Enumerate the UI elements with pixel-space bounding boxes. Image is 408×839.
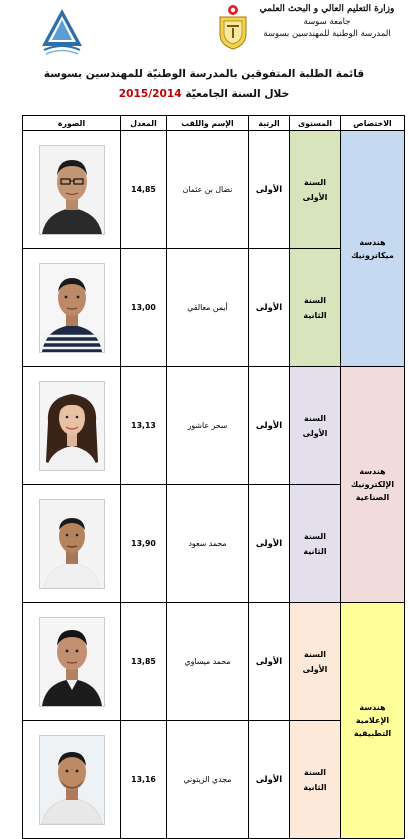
school-name: المدرسة الوطنية للمهندسين بسوسة xyxy=(263,29,391,39)
specialty-label-line2: الإلكترونيك xyxy=(350,480,395,489)
photo-cell xyxy=(23,485,121,603)
table-header-row xyxy=(23,116,405,131)
col-header-specialty: الاختصاص xyxy=(341,116,405,131)
student-photo xyxy=(39,617,105,707)
table-row xyxy=(23,603,405,721)
specialty-label-line3: التطبيقية xyxy=(353,729,392,738)
gpa-cell: 13,13 xyxy=(121,367,167,485)
student-portrait-icon xyxy=(40,500,104,588)
photo-cell xyxy=(23,367,121,485)
name-cell: محمد سعود xyxy=(167,485,249,603)
student-photo xyxy=(39,735,105,825)
level-cell-first-year xyxy=(290,131,341,249)
document-header xyxy=(0,0,408,112)
name-cell: أيمن معالقي xyxy=(167,249,249,367)
specialty-label-line1: هندسة xyxy=(359,237,386,247)
student-photo xyxy=(39,499,105,589)
student-portrait-icon xyxy=(40,736,104,824)
name-cell: سحر عاشور xyxy=(167,367,249,485)
level-label-line2: الأولى xyxy=(302,192,328,202)
level-cell-second-year: السنة الثانية xyxy=(290,249,341,367)
col-header-gpa: المعدل xyxy=(121,116,167,131)
photo-cell xyxy=(23,721,121,839)
specialty-cell-industrial-electronics xyxy=(341,367,405,603)
student-portrait-icon xyxy=(40,264,104,352)
specialty-label-line2: الإعلامية xyxy=(355,716,390,725)
level-cell-first-year xyxy=(290,603,341,721)
gpa-cell: 14,85 xyxy=(121,131,167,249)
level-label-line2: الأولى xyxy=(302,664,328,674)
header-institution-lines xyxy=(252,3,402,41)
level-cell-second-year: السنة الثانية xyxy=(290,721,341,839)
level-cell-second-year: السنة الثانية xyxy=(290,485,341,603)
gpa-cell: 13,00 xyxy=(121,249,167,367)
level-label-line1: السنة xyxy=(303,649,326,659)
name-cell: نضال بن عثمان xyxy=(167,131,249,249)
university-name: جامعة سوسة xyxy=(303,16,351,27)
rank-cell: الأولى xyxy=(249,721,290,839)
rank-cell: الأولى xyxy=(249,367,290,485)
student-photo xyxy=(39,381,105,471)
gpa-cell: 13,16 xyxy=(121,721,167,839)
level-label-line1: السنة xyxy=(303,177,326,187)
subtitle-prefix: خلال السنة الجامعيّة xyxy=(185,88,290,100)
photo-cell xyxy=(23,249,121,367)
school-logo-icon xyxy=(38,6,86,58)
document-subtitle xyxy=(0,88,408,100)
university-seal-icon xyxy=(216,4,250,50)
rank-cell: الأولى xyxy=(249,485,290,603)
col-header-level: المستوى xyxy=(290,116,341,131)
photo-cell xyxy=(23,603,121,721)
table-row xyxy=(23,367,405,485)
specialty-label-line3: الصناعية xyxy=(355,493,390,502)
student-photo xyxy=(39,145,105,235)
specialty-cell-mechatronics xyxy=(341,131,405,367)
name-cell: مجدي الزيتوني xyxy=(167,721,249,839)
student-portrait-icon xyxy=(40,146,104,234)
document-title: قائمة الطلبة المتفوقين بالمدرسة الوطنيّة للمهندسين بسوسة xyxy=(43,68,365,80)
photo-cell xyxy=(23,131,121,249)
col-header-photo: الصورة xyxy=(23,116,121,131)
gpa-cell: 13,90 xyxy=(121,485,167,603)
rank-cell: الأولى xyxy=(249,131,290,249)
level-label-line1: السنة xyxy=(303,413,326,423)
specialty-label-line1: هندسة xyxy=(359,703,386,712)
specialty-label-line2: ميكاترونيك xyxy=(351,250,394,260)
student-portrait-icon xyxy=(40,618,104,706)
gpa-cell: 13,85 xyxy=(121,603,167,721)
specialty-label-line1: هندسة xyxy=(359,467,386,476)
student-portrait-icon xyxy=(40,382,104,470)
ministry-name: وزارة التعليم العالي و البحث العلمي xyxy=(259,4,395,14)
level-cell-first-year xyxy=(290,367,341,485)
col-header-name: الإسم واللقب xyxy=(167,116,249,131)
table-row xyxy=(23,131,405,249)
academic-year: 2015/2014 xyxy=(118,88,182,100)
specialty-cell-applied-computing xyxy=(341,603,405,839)
col-header-rank: الرتبة xyxy=(249,116,290,131)
rank-cell: الأولى xyxy=(249,249,290,367)
level-label-line2: الأولى xyxy=(302,428,328,438)
rank-cell: الأولى xyxy=(249,603,290,721)
name-cell: محمد ميساوي xyxy=(167,603,249,721)
student-photo xyxy=(39,263,105,353)
students-table xyxy=(22,115,405,839)
